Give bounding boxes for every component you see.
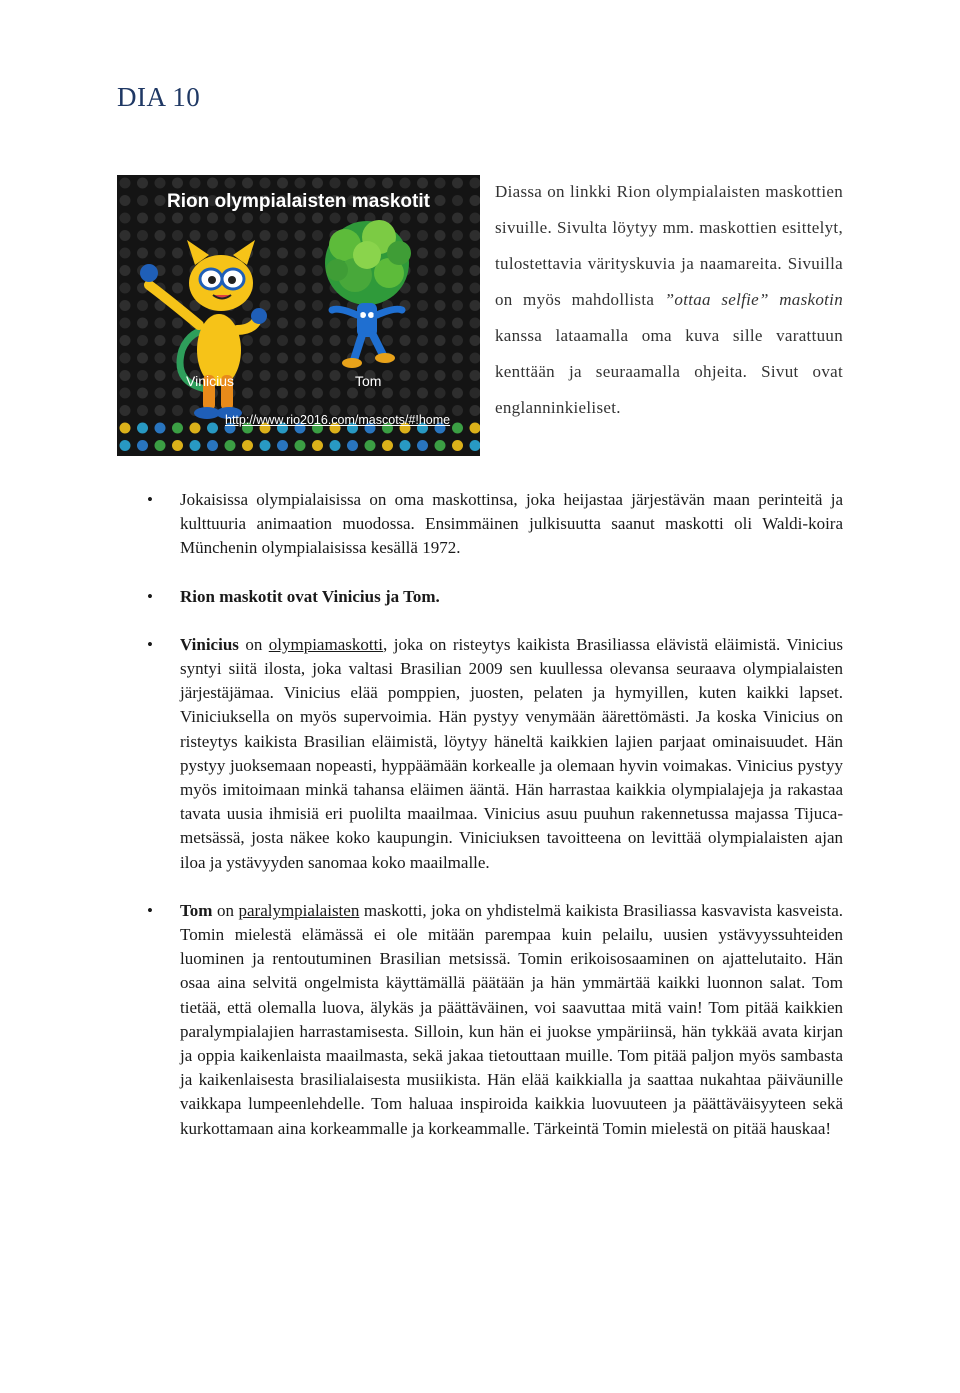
bullet-item-rio-mascots: [180, 585, 843, 609]
intro-text-italic: ”ottaa selfie” maskotin: [664, 290, 843, 309]
bullet-text: maskotti, joka on yhdistelmä kaikista Brasiliassa kasvavista kasveista. Tomin mielestä elämässä ei ole mitään parempaa kuin pelailu, uusien ystävyyssuhteiden luominen ja rentoutuminen Brasilian metsissä. Tomin erikoisosaaminen on ajattelutaito. Hän osaa aina selvitä ongelmista käyttämällä päätään ja hän ymmärtää kaikki luonnon salat. Tom tietää, että olemalla luova, älykäs ja päättäväinen, voi saavuttaa mitä vain! Tom pitää kaikkien paralympialajien harrastamisesta. Silloin, kun hän ei juokse ympäriinsä, hän tykkää avata kirjan ja oppia kaikenlaista maailmasta, sekä jakaa tietouttaan muille. Tom pitää paljon myös sambasta ja kaikenlaisesta brasilialaisesta musiikista. Hän elää kaikkialla ja saattaa nukahtaa päiväunille vaikkapa lumpeenlehdelle. Tom haluaa inspiroida kaikkia luovuuteen ja päättäväisyyteen sekä kurkottamaan aina korkeammalle ja korkeammalle. Tärkeintä Tomin mielestä on pitää hauskaa!: [180, 900, 844, 1138]
intro-text-2: kanssa lataamalla oma kuva sille varattuun kenttään ja seuraamalla ohjeita. Sivut ovat englanninkieliset.: [495, 326, 843, 417]
tom-name: Tom: [180, 900, 213, 920]
bullet-text: on: [212, 900, 239, 920]
bullet-text: Jokaisissa olympialaisissa on oma maskottinsa, joka heijastaa järjestävän maan perinteitä ja kulttuuria animaation muodossa. Ensimmäinen julkisuutta saanut maskotti oli Waldi-koira Münchenin olympialaisissa kesällä 1972.: [180, 490, 843, 558]
intro-paragraph: [495, 174, 843, 426]
bullet-text: , joka on risteytys kaikista Brasiliassa elävistä eläimistä. Vinicius syntyi siitä ilosta, joka valtasi Brasilian 2009 sen kuullessa olevansa seuraava olympialaisten järjestäjämaa. Vinicius elää pomppien, juosten, pelaten ja hymyillen, kuten kaikki lapset. Viniciuksella on myös supervoimia. Hän pystyy venymään äärettömästi. Ja koska Vinicius on risteytys kaikista Brasilian eläimistä, löytyy häneltä kaikkien lajien parjaat ominaisuudet. Hän pystyy juoksemaan nopeasti, hyppäämään korkealle ja olemaan hyvin voimakas. Vinicius pystyy myös imitoimaan minkä tahansa eläimen ääntä. Hän harrastaa kaikkia olympialajeja ja rakastaa tavata uusia ihmisiä eri puolilta maailmaa. Vinicius asuu puuhun rakennetussa majassa Tijuca-metsässä, josta näkee koko kaupungin. Viniciuksen tavoitteena on levittää olympialaisten ajan iloa ja ystävyyden sanomaa koko maailmalle.: [180, 634, 843, 872]
vinicius-name: Vinicius: [180, 634, 239, 654]
bullet-item-mascot-history: [180, 488, 843, 561]
intro-text-1: Diassa on linkki Rion olympialaisten maskottien sivuille. Sivulta löytyy mm. maskottien esittelyt, tulostettavia värityskuvia ja naamareita. Sivuilla on myös mahdollista: [495, 182, 843, 309]
slide-title: Rion olympialaisten maskotit: [167, 191, 430, 212]
slide-label-tom: Tom: [355, 373, 382, 389]
olympiamaskotti-link[interactable]: olympiamaskotti: [268, 634, 384, 654]
slide-label-vinicius: Vinicius: [186, 373, 234, 389]
paralympialaisten-link[interactable]: paralympialaisten: [238, 900, 360, 920]
bullet-item-tom: [180, 899, 843, 1141]
bullet-text-bold: Rion maskotit ovat Vinicius ja Tom.: [180, 586, 440, 606]
page-title: DIA 10: [117, 82, 201, 112]
bullet-text: on: [238, 634, 269, 654]
tom-mascot-illustration: [325, 220, 411, 368]
bullet-item-vinicius: [180, 633, 843, 875]
slide-url-link[interactable]: http://www.rio2016.com/mascots/#!home: [225, 413, 451, 427]
slide-image: [117, 175, 480, 456]
bullet-list: [180, 488, 843, 1141]
